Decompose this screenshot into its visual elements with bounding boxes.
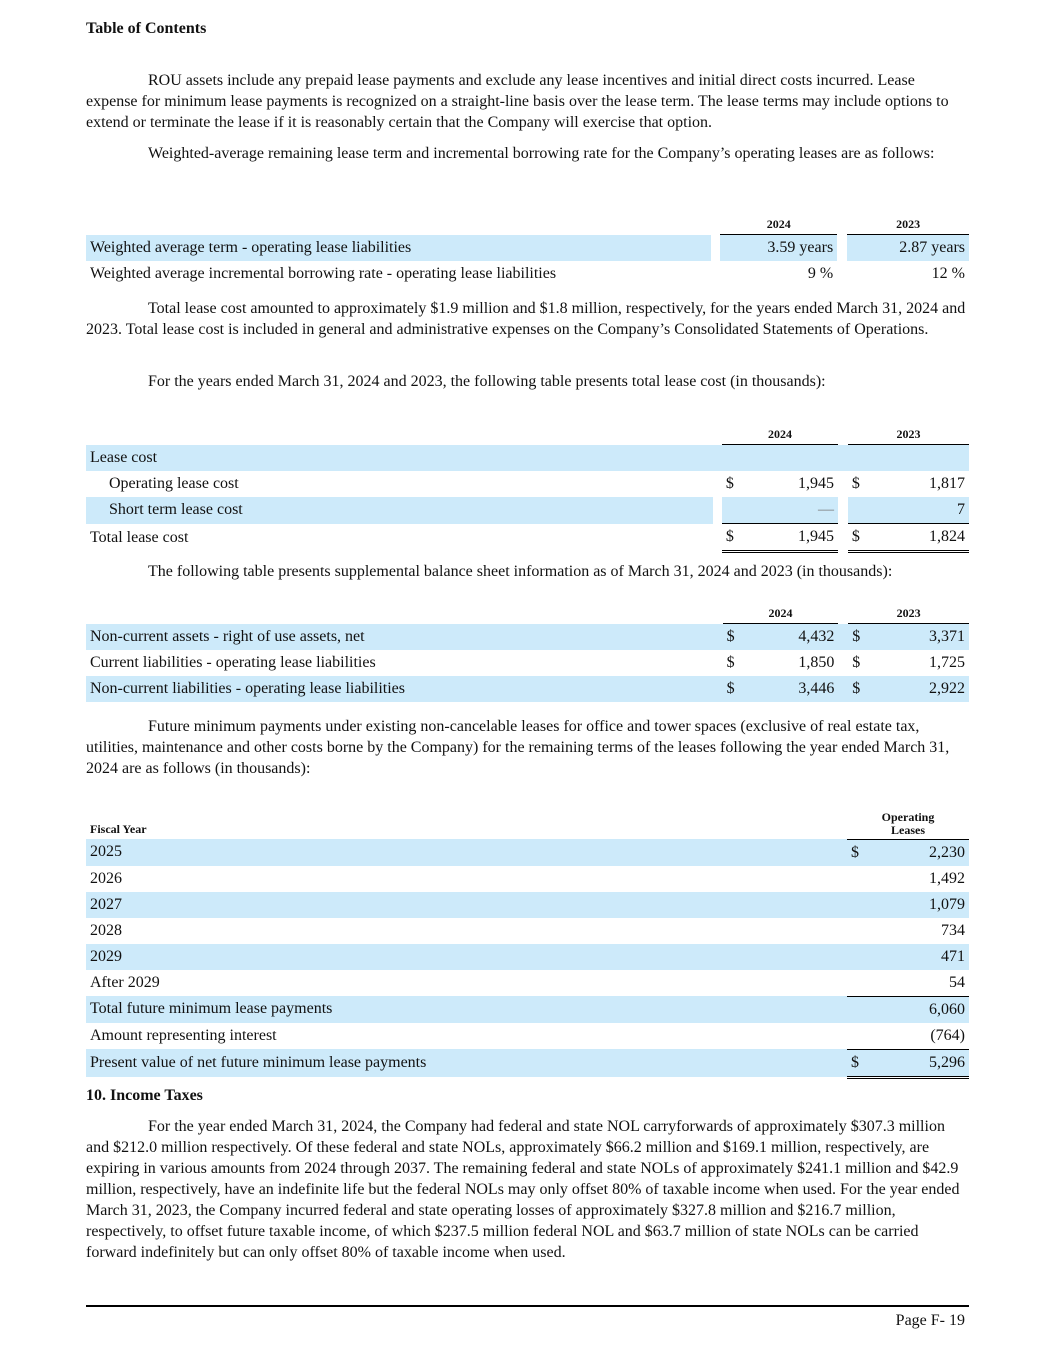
table-row	[86, 918, 969, 944]
currency-symbol	[847, 944, 867, 970]
row-label: Weighted average term - operating lease liabilities	[86, 235, 711, 262]
paragraph-lease-cost-intro: For the years ended March 31, 2024 and 2023, the following table presents total lease cost (in thousands):	[148, 373, 826, 390]
table-row	[86, 866, 969, 892]
currency-symbol	[848, 497, 868, 524]
value-2023: 2.87 years	[847, 235, 969, 262]
paragraph-income-taxes: For the year ended March 31, 2024, the Company had federal and state NOL carryforwards of approximately $307.3 million and $212.0 million respectively. Of these federal and state NOLs, approximately $66.2 million and $169.1 million, respectively, are expiring in various amounts from 2024 through 2037. The remaining federal and state NOLs of approximately $241.1 million and $42.9 million, respectively, have an indefinite life but the federal NOLs may only offset 80% of taxable income when used. For the year ended March 31, 2023, the Company incurred federal and state operating losses of approximately $327.8 million and $216.7 million, respectively, to offset future taxable income, of which $237.5 million federal NOL and $63.7 million of state NOLs can be carried forward indefinitely but can only offset 80% of taxable income when used.	[86, 1118, 960, 1261]
currency-symbol	[722, 497, 742, 524]
value-2024: 9 %	[807, 265, 834, 282]
row-label: Total future minimum lease payments	[86, 996, 837, 1023]
value-2023: 1,725	[929, 654, 965, 671]
table-row	[86, 524, 969, 552]
row-label: Current liabilities - operating lease liabilities	[90, 654, 376, 671]
table-row	[86, 624, 969, 651]
row-value: (764)	[867, 1023, 969, 1050]
currency-symbol	[847, 996, 867, 1023]
row-label: Total lease cost	[90, 528, 189, 546]
paragraph-future-payments: Future minimum payments under existing non-cancelable leases for office and tower spaces (exclusive of real estate tax, utilities, maintenance and other costs borne by the Company) for the remaining terms of the leases following the year ended March 31, 2024 are as follows (in thousands):	[86, 718, 950, 777]
value-2024: 1,945	[798, 475, 835, 492]
paragraph-balance-sheet-intro: The following table presents supplemental balance sheet information as of March 31, 2024 and 2023 (in thousands):	[148, 563, 893, 580]
table-row	[86, 650, 969, 676]
currency-symbol	[847, 1023, 867, 1050]
paragraph-rou-assets: ROU assets include any prepaid lease payments and exclude any lease incentives and initial direct costs incurred. Lease expense for minimum lease payments is recognized on a straight-line basis over the lease term. The lease terms may include options to extend or terminate the lease if it is reasonably certain that the Company will exercise that option.	[86, 72, 949, 131]
column-header-2023: 2023	[847, 208, 969, 235]
lease-term-rate-table	[86, 208, 969, 287]
row-label: 2027	[86, 892, 837, 918]
page-number: Page F- 19	[895, 1312, 965, 1329]
currency-symbol: $	[723, 624, 743, 651]
row-label: After 2029	[90, 973, 160, 991]
value-2023: 12 %	[931, 265, 965, 282]
currency-symbol	[847, 892, 867, 918]
column-header-2024: 2024	[723, 597, 839, 624]
row-label: Weighted average incremental borrowing rate - operating lease liabilities	[90, 265, 557, 282]
row-label: 2026	[90, 869, 122, 887]
row-value: 1,492	[929, 869, 965, 887]
table-of-contents-link[interactable]: Table of Contents	[86, 20, 207, 37]
value-2024: 3,446	[742, 676, 838, 702]
future-payments-table	[86, 801, 969, 1079]
value-2024: 1,850	[798, 654, 835, 671]
row-label: Short term lease cost	[86, 497, 713, 524]
table-row	[86, 970, 969, 997]
footer-divider	[86, 1305, 969, 1307]
table-row	[86, 497, 969, 524]
currency-symbol: $	[848, 676, 868, 702]
currency-symbol: $	[722, 524, 742, 552]
currency-symbol: $	[723, 676, 743, 702]
table-row	[86, 445, 969, 472]
row-value: 5,296	[867, 1049, 969, 1077]
operating-leases-header: Operating Leases	[847, 801, 969, 839]
fiscal-year-header: Fiscal Year	[90, 822, 147, 836]
table-row	[86, 1023, 969, 1050]
currency-symbol	[847, 970, 867, 997]
currency-symbol: $	[847, 839, 867, 866]
table-row	[86, 996, 969, 1023]
currency-symbol	[847, 918, 867, 944]
table-row	[86, 676, 969, 702]
currency-symbol	[847, 866, 867, 892]
value-2023: 1,817	[929, 475, 965, 492]
row-label: Present value of net future minimum lease payments	[86, 1049, 837, 1077]
column-header-2023: 2023	[848, 597, 969, 624]
table-row	[86, 892, 969, 918]
table-row	[86, 1049, 969, 1077]
value-2024: —	[742, 497, 838, 524]
table-row	[86, 235, 969, 262]
value-2023: 2,922	[868, 676, 969, 702]
currency-symbol: $	[848, 624, 868, 651]
currency-symbol: $	[851, 475, 860, 492]
lease-cost-table	[86, 418, 969, 553]
row-label: 2025	[86, 839, 837, 866]
row-value: 471	[867, 944, 969, 970]
currency-symbol: $	[848, 524, 868, 552]
paragraph-weighted-average-intro: Weighted-average remaining lease term and incremental borrowing rate for the Company’s operating leases are as follows:	[148, 145, 935, 162]
column-header-2023: 2023	[848, 418, 969, 445]
balance-sheet-table	[86, 597, 969, 702]
currency-symbol: $	[847, 1049, 867, 1077]
section-label: Lease cost	[86, 445, 713, 472]
value-2024: 3.59 years	[720, 235, 837, 262]
table-row	[86, 471, 969, 497]
column-header-2024: 2024	[722, 418, 838, 445]
row-value: 2,230	[867, 839, 969, 866]
row-value: 54	[867, 970, 969, 997]
value-2024: 1,945	[742, 524, 838, 552]
row-label: Operating lease cost	[109, 475, 239, 492]
table-row	[86, 944, 969, 970]
row-label: Non-current assets - right of use assets, net	[86, 624, 714, 651]
row-value: 6,060	[867, 996, 969, 1023]
row-value: 1,079	[867, 892, 969, 918]
value-2023: 3,371	[868, 624, 969, 651]
table-row	[86, 261, 969, 287]
value-2024: 4,432	[742, 624, 838, 651]
row-label: Amount representing interest	[90, 1026, 277, 1044]
value-2023: 7	[868, 497, 969, 524]
table-row	[86, 839, 969, 866]
row-label: Non-current liabilities - operating lease liabilities	[86, 676, 714, 702]
row-label: 2028	[90, 921, 122, 939]
paragraph-total-lease-cost: Total lease cost amounted to approximately $1.9 million and $1.8 million, respectively, for the years ended March 31, 2024 and 2023. Total lease cost is included in general and administrative expenses on the Company’s Consolidated Statements of Operations.	[86, 300, 966, 338]
currency-symbol: $	[725, 475, 734, 492]
row-label: 2029	[86, 944, 837, 970]
currency-symbol: $	[726, 654, 735, 671]
currency-symbol: $	[852, 654, 861, 671]
section-heading-income-taxes: 10. Income Taxes	[86, 1087, 203, 1104]
column-header-2024: 2024	[720, 208, 837, 235]
value-2023: 1,824	[868, 524, 969, 552]
row-value: 734	[941, 921, 965, 939]
